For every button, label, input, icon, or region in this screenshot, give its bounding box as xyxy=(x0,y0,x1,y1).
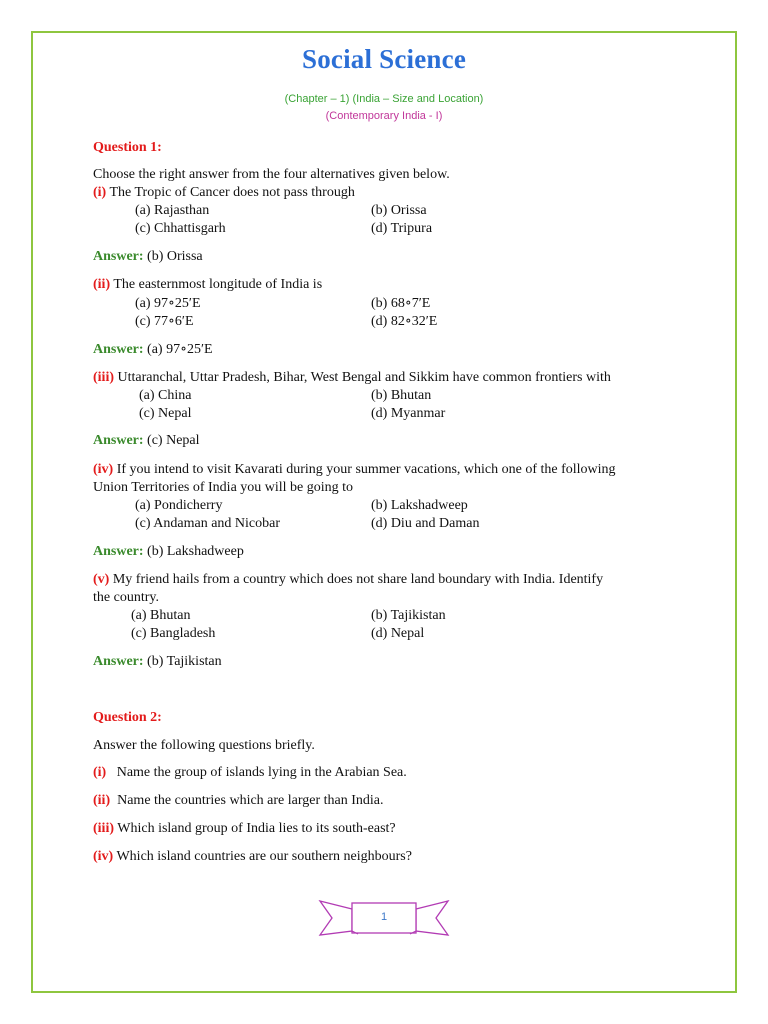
option-b: (b) Tajikistan xyxy=(371,608,446,623)
question-item xyxy=(93,849,412,865)
option-c: (c) Nepal xyxy=(139,406,192,421)
item-number: (v) xyxy=(93,572,110,587)
answer-text: (b) Tajikistan xyxy=(143,654,222,669)
option-c: (c) 77∘6′E xyxy=(135,314,194,329)
question-item xyxy=(93,572,603,588)
option-b: (b) Lakshadweep xyxy=(371,498,468,513)
answer-label: Answer: xyxy=(93,342,144,357)
answer-line xyxy=(93,433,200,449)
item-number: (ii) xyxy=(93,793,111,808)
answer-label: Answer: xyxy=(93,249,144,264)
item-text: Which island group of India lies to its south-east? xyxy=(114,821,396,836)
option-a: (a) Bhutan xyxy=(131,608,191,623)
chapter-subtitle: (Chapter – 1) (India – Size and Location) xyxy=(284,93,484,105)
option-d: (d) Tripura xyxy=(371,221,433,236)
item-number: (iii) xyxy=(93,370,114,385)
item-text: If you intend to visit Kavarati during your summer vacations, which one of the following xyxy=(113,462,616,477)
option-b: (b) Orissa xyxy=(371,203,427,218)
item-number: (iii) xyxy=(93,821,114,836)
answer-line xyxy=(93,249,203,265)
option-a: (a) 97∘25′E xyxy=(135,296,201,311)
option-d: (d) Nepal xyxy=(371,626,425,641)
question-2-heading: Question 2: xyxy=(93,710,162,725)
book-subtitle: (Contemporary India - I) xyxy=(325,110,443,122)
option-b: (b) Bhutan xyxy=(371,388,432,403)
question-item xyxy=(93,370,611,386)
question-item xyxy=(93,185,355,201)
answer-text: (c) Nepal xyxy=(143,433,200,448)
item-text: The easternmost longitude of India is xyxy=(110,277,323,292)
answer-line xyxy=(93,654,222,670)
item-text: The Tropic of Cancer does not pass through xyxy=(106,185,355,200)
item-text: Name the group of islands lying in the Arabian Sea. xyxy=(106,765,407,780)
page-number: 1 xyxy=(380,911,388,923)
item-text: Which island countries are our southern neighbours? xyxy=(113,849,412,864)
question-2-intro: Answer the following questions briefly. xyxy=(93,738,315,753)
answer-text: (b) Lakshadweep xyxy=(143,544,244,559)
option-a: (a) Rajasthan xyxy=(135,203,210,218)
answer-text: (b) Orissa xyxy=(143,249,203,264)
answer-label: Answer: xyxy=(93,654,144,669)
option-c: (c) Andaman and Nicobar xyxy=(135,516,280,531)
option-c: (c) Bangladesh xyxy=(131,626,216,641)
item-number: (iv) xyxy=(93,849,114,864)
option-d: (d) 82∘32′E xyxy=(371,314,438,329)
option-d: (d) Myanmar xyxy=(371,406,446,421)
question-item xyxy=(93,793,384,809)
page-title: Social Science xyxy=(301,44,467,74)
question-item xyxy=(93,277,322,293)
item-number: (i) xyxy=(93,185,107,200)
question-item xyxy=(93,765,407,781)
question-item-continued: Union Territories of India you will be going to xyxy=(93,480,354,495)
item-number: (i) xyxy=(93,765,107,780)
question-1-intro: Choose the right answer from the four alternatives given below. xyxy=(93,167,450,182)
option-a: (a) Pondicherry xyxy=(135,498,223,513)
answer-line xyxy=(93,544,244,560)
answer-label: Answer: xyxy=(93,433,144,448)
option-d: (d) Diu and Daman xyxy=(371,516,480,531)
option-b: (b) 68∘7′E xyxy=(371,296,431,311)
item-text: Uttaranchal, Uttar Pradesh, Bihar, West Bengal and Sikkim have common frontiers with xyxy=(114,370,611,385)
answer-line xyxy=(93,342,213,358)
option-a: (a) China xyxy=(139,388,192,403)
item-text: My friend hails from a country which does not share land boundary with India. Identify xyxy=(109,572,604,587)
option-c: (c) Chhattisgarh xyxy=(135,221,226,236)
answer-label: Answer: xyxy=(93,544,144,559)
question-item xyxy=(93,821,396,837)
item-text: Name the countries which are larger than India. xyxy=(110,793,384,808)
answer-text: (a) 97∘25′E xyxy=(143,342,213,357)
item-number: (ii) xyxy=(93,277,111,292)
question-item-continued: the country. xyxy=(93,590,159,605)
item-number: (iv) xyxy=(93,462,114,477)
question-item xyxy=(93,462,616,478)
question-1-heading: Question 1: xyxy=(93,140,162,155)
